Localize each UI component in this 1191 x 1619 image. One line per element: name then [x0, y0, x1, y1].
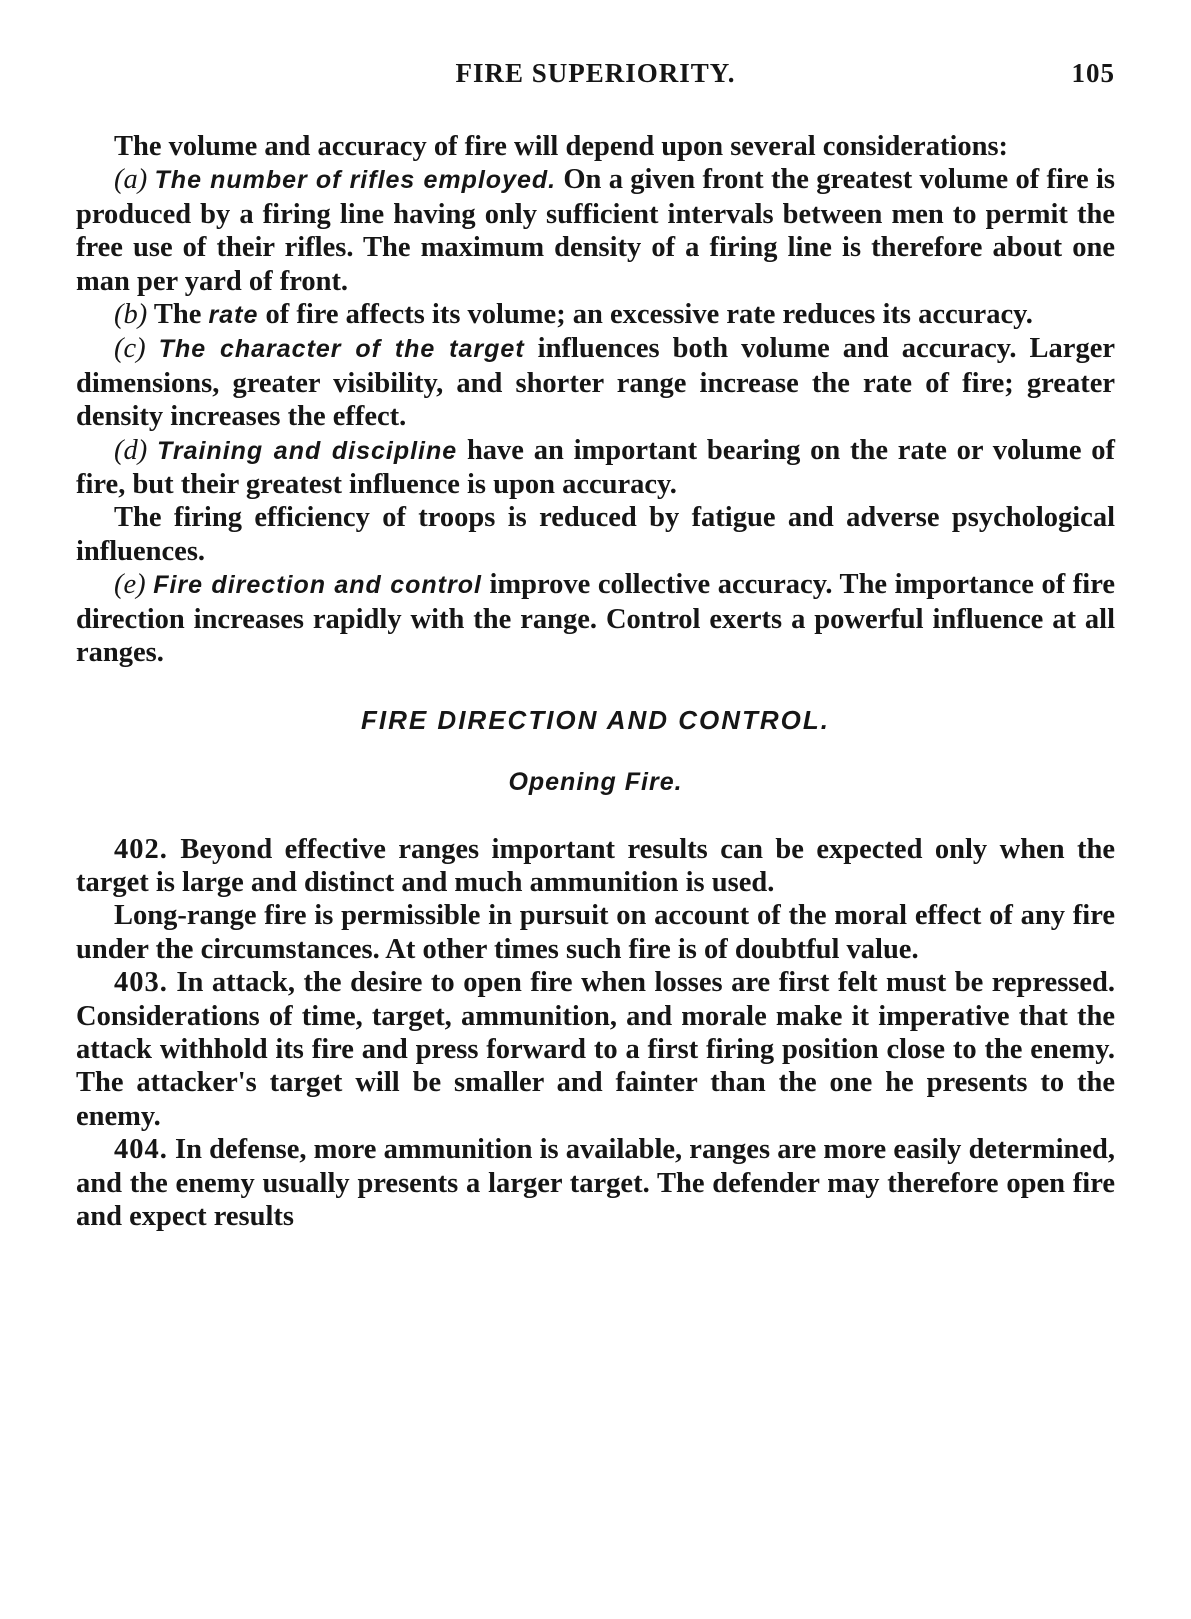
running-title: FIRE SUPERIORITY.: [455, 58, 736, 88]
page-number: 105: [1071, 58, 1115, 88]
subsection-heading: Opening Fire.: [508, 767, 683, 796]
item-c-emphasis: The character of the target: [158, 335, 525, 364]
item-e: [76, 568, 1115, 669]
item-d-label: (d): [114, 434, 148, 466]
paragraph-text: Beyond effective ranges important results can be expected only when the target is large and distinct and much ammunition is used.: [76, 833, 1115, 898]
item-a-emphasis: The number of rifles employed.: [154, 166, 557, 195]
item-c: [76, 332, 1115, 433]
item-c-label: (c): [114, 333, 146, 365]
item-d: [76, 434, 1115, 502]
paragraph-number: 404.: [114, 1134, 168, 1166]
item-d-text: have an important bearing on the rate or volume of fire, but their greatest influence is upon accuracy.: [76, 434, 1115, 501]
item-a: [76, 163, 1115, 298]
running-head: [76, 58, 1115, 98]
paragraph-long-range: [76, 899, 1115, 966]
item-c-text: influences both volume and accuracy. Larger dimensions, greater visibility, and shorter range increase the rate of fire; greater density increases the effect.: [76, 333, 1116, 433]
intro-paragraph: The volume and accuracy of fire will depend upon several considerations:: [114, 131, 1009, 162]
item-a-label: (a): [114, 164, 148, 196]
item-b-pre: The: [147, 299, 209, 331]
item-d-emphasis: Training and discipline: [157, 436, 458, 465]
paragraph-number: 402.: [114, 833, 168, 865]
item-b-text: of fire affects its volume; an excessive rate reduces its accuracy.: [258, 299, 1033, 331]
item-b-label: (b): [114, 299, 148, 331]
paragraph-404: [76, 1133, 1115, 1233]
paragraph-403: [76, 966, 1115, 1133]
section-heading: FIRE DIRECTION AND CONTROL.: [360, 704, 831, 735]
item-b: [76, 298, 1115, 332]
item-a-text: On a given front the greatest volume of fire is produced by a firing line having only sufficient intervals between men to permit the free use of their rifles. The maximum density of a firing line is therefore about one man per yard of front.: [76, 164, 1115, 297]
paragraph-text: Long-range fire is permissible in pursuit on account of the moral effect of any fire under the circumstances. At other times such fire is of doubtful value.: [76, 900, 1115, 965]
paragraph-number: 403.: [114, 967, 168, 999]
paragraph-text: In defense, more ammunition is available, ranges are more easily determined, and the enemy usually presents a larger target. The defender may therefore open fire and expect results: [76, 1134, 1115, 1232]
paragraph-402: [76, 833, 1115, 900]
fatigue-note: The firing efficiency of troops is reduced by fatigue and adverse psychological influences.: [76, 502, 1115, 567]
item-b-emphasis: rate: [208, 301, 259, 330]
item-e-label: (e): [114, 569, 146, 601]
item-e-emphasis: Fire direction and control: [153, 571, 482, 600]
paragraph-text: In attack, the desire to open fire when losses are first felt must be repressed. Considerations of time, target, ammunition, and morale make it imperative that the attack withhold its fire and press forward to a first firing position close to the enemy. The attacker's target will be smaller and fainter than the one he presents to the enemy.: [76, 967, 1115, 1132]
page-body: [76, 130, 1115, 1233]
item-e-text: improve collective accuracy. The importance of fire direction increases rapidly with the range. Control exerts a powerful influence at all ranges.: [76, 569, 1115, 669]
